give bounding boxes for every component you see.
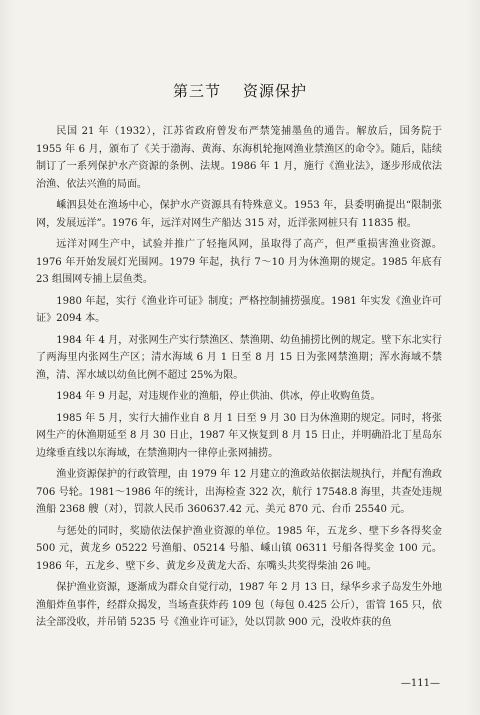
section-number: 第三节 xyxy=(172,82,221,100)
paragraph: 与惩处的同时，奖励依法保护渔业资源的单位。1985 年，五龙乡、壁下乡各得奖金 500 元，黄龙乡 05222 号渔船、05214 号船、嵊山镇 06311 号船各得奖金 100 元。1986 年，五龙乡、壁下乡、黄龙乡及黄龙大岙、东嘴头共奖得柴油 26 吨。 xyxy=(36,525,442,572)
section-name: 资源保护 xyxy=(243,82,308,100)
paragraph: 1980 年起，实行《渔业许可证》制度；严格控制捕捞强度。1981 年实发《渔业许可证》2094 本。 xyxy=(36,295,442,324)
paragraph: 嵊泗县处在渔场中心，保护水产资源具有特殊意义。1953 年，县委明确提出“限制张网，发展远洋”。1976 年，远洋对网生产船达 315 对，近洋张网桩只有 11835 根。 xyxy=(36,200,442,229)
paragraph: 保护渔业资源，逐渐成为群众自觉行动，1987 年 2 月 13 日，绿华乡求子岛发生外地渔船炸鱼事件，经群众揭发，当场查获炸药 109 包（每包 0.425 公斤），雷管 165 只，依法全部没收，并吊销 5235 号《渔业许可证》，处以罚款 900 元，没收炸获的鱼 xyxy=(36,582,442,628)
paragraph: 渔业资源保护的行政管理，由 1979 年 12 月建立的渔政站依据法规执行，并配有渔政 706 号轮。1981～1986 年的统计，出海检查 322 次，航行 17548.8 海里，共查处违规渔船 2368 艘（对），罚款人民币 360637.42 元、美元 870 元、台币 25540 元。 xyxy=(36,469,442,515)
paragraph: 1984 年 4 月，对张网生产实行禁渔区、禁渔期、幼鱼捕捞比例的规定。壁下东北实行了两海里内张网生产区；清水海域 6 月 1 日至 8 月 15 日为张网禁渔期；浑水海域不禁渔，清、浑水域以幼鱼比例不超过 25%为限。 xyxy=(36,334,442,381)
body-text xyxy=(36,123,442,636)
paragraph: 民国 21 年（1932），江苏省政府曾发布严禁笼捕墨鱼的通告。解放后，国务院于 1955 年 6 月，颁布了《关于渤海、黄海、东海机轮拖网渔业禁渔区的命令》。随后，陆续制订了一系列保护水产资源的条例、法规。1986 年 1 月，施行《渔业法》，逐步形成依法治渔、依法兴渔的局面。 xyxy=(36,126,442,190)
page-number: —111— xyxy=(400,678,440,689)
section-title xyxy=(0,80,480,101)
paragraph: 1985 年 5 月，实行大捕作业自 8 月 1 日至 9 月 30 日为休渔期的规定。同时，将张网生产的休渔期延至 8 月 30 日止，1987 年又恢复到 8 月 15 日止，并明确沿北丁星岛东边缘垂直线以东海域，在禁渔期内一律停止张网捕捞。 xyxy=(36,412,443,459)
paragraph: 远洋对网生产中，试验并推广了轻拖风网，虽取得了高产，但严重损害渔业资源。1976 年开始发展灯光围网。1979 年起，执行 7～10 月为休渔期的规定。1985 年底有 23 组围网专捕上层鱼类。 xyxy=(36,239,442,285)
paragraph: 1984 年 9 月起，对违规作业的渔船，停止供油、供冰，停止收购鱼货。 xyxy=(56,391,381,402)
